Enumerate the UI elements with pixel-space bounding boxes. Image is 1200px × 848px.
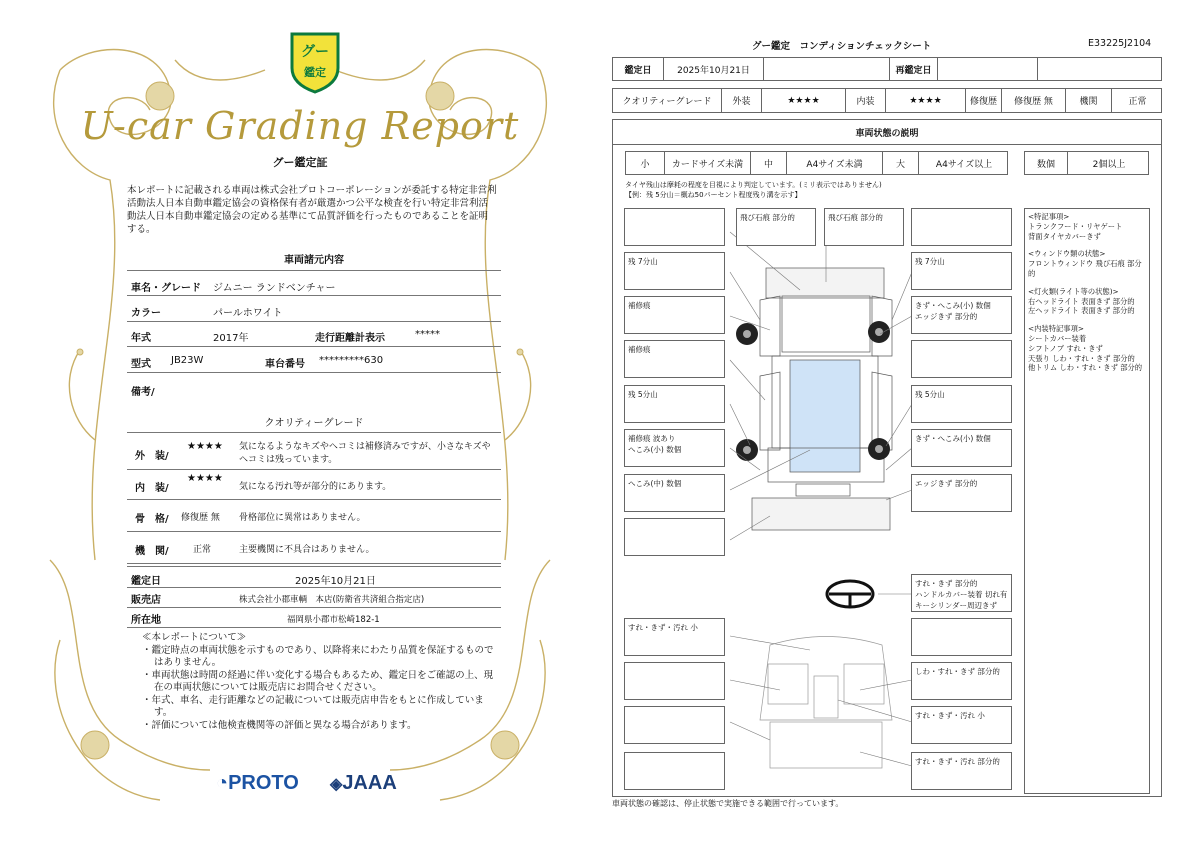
- info-row-address: 所在地 福岡県小郡市松崎182-1: [127, 608, 501, 628]
- jaaa-logo: ◈JAAA: [330, 772, 397, 794]
- report-script-title: U-car Grading Report: [80, 104, 520, 148]
- damage-label: 飛び石痕 部分的: [736, 208, 816, 246]
- size-legend: 小 カードサイズ未満 中 A4サイズ未満 大 A4サイズ以上: [625, 151, 1008, 175]
- info-row-date: 鑑定日 2025年10月21日: [127, 566, 501, 588]
- steering-wheel-icon: [827, 581, 873, 607]
- tire-note: タイヤ残山は摩耗の程度を目視により判定しています。(ミリ表示ではありません): [625, 181, 882, 189]
- spec-row-model: 型式 JB23W 車台番号 *********630: [127, 347, 501, 373]
- quality-section-title: クオリティーグレード: [264, 418, 364, 429]
- note-item: ・年式、車名、走行距離などの記載については販売店申告をもとに作成しています。: [142, 694, 484, 718]
- date-row: 鑑定日 2025年10月21日 再鑑定日: [612, 57, 1162, 81]
- damage-label: 残 7分山: [624, 252, 725, 290]
- notes-title: ≪本レポートについて≫: [142, 632, 247, 643]
- damage-label: エッジきず 部分的: [911, 474, 1012, 512]
- proto-logo: ◔PROTO: [216, 772, 299, 794]
- damage-label: [911, 340, 1012, 378]
- damage-label: 残 5分山: [911, 385, 1012, 423]
- interior-label: [624, 752, 725, 790]
- damage-label: 補修痕: [624, 296, 725, 334]
- note-item: ・鑑定時点の車両状態を示すものであり、以降将来にわたり品質を保証するものではありません。: [142, 644, 494, 668]
- spec-row-remarks: 備考/: [131, 387, 155, 398]
- spec-section-title: 車両諸元内容: [284, 255, 344, 266]
- damage-label: 残 7分山: [911, 252, 1012, 290]
- spec-row-year: 年式 2017年 走行距離計表示 *****: [127, 322, 501, 347]
- damage-label: [624, 518, 725, 556]
- interior-label: [624, 706, 725, 744]
- goo-kantei-badge-icon: [288, 32, 342, 94]
- tire-example: 【例：残 5分山＝概ね50パーセント程度残り溝を示す】: [625, 191, 802, 199]
- sheet-title: グー鑑定 コンディションチェックシート: [752, 41, 932, 52]
- svg-text:鑑定: 鑑定: [304, 66, 326, 79]
- damage-label: 補修痕 波あり へこみ(小) 数個: [624, 429, 725, 467]
- damage-label: 飛び石痕 部分的: [824, 208, 904, 246]
- quality-row-exterior: 外 装/ ★★★★ 気になるようなキズやヘコミは補修済みですが、小さなキズやヘコミは残っています。: [127, 432, 501, 470]
- sheet-id: E33225J2104: [1088, 38, 1152, 49]
- interior-label: すれ・きず・汚れ 部分的: [911, 752, 1012, 790]
- special-notes: <特記事項> トランクフード・リヤゲート 背面タイヤカバーきず <ウィンドウ類の状態> フロントウィンドウ 飛び石痕 部分的 <灯火類(ライト等の状態)> 右ヘッドライト 表面きず 部分的 左ヘッドライト 表面きず 部分的 <内装特記事項> シートカバー装着 シフトノブ すれ・きず 天張り しわ・すれ・きず 部分的 他トリム しわ・すれ・きず 部分的: [1024, 208, 1150, 794]
- footer-note: 車両状態の確認は、停止状態で実施できる範囲で行っています。: [612, 799, 844, 808]
- note-item: ・車両状態は時間の経過に伴い変化する場合もあるため、鑑定日をご確認の上、現在の車両状態については販売店にお問合せください。: [142, 669, 494, 693]
- damage-label: きず・へこみ(小) 数個 エッジきず 部分的: [911, 296, 1012, 334]
- damage-label: へこみ(中) 数個: [624, 474, 725, 512]
- damage-label: [624, 208, 725, 246]
- interior-label: すれ・きず・汚れ 小: [624, 618, 725, 656]
- damage-label: きず・へこみ(小) 数個: [911, 429, 1012, 467]
- section-title: 車両状態の説明: [855, 129, 919, 139]
- report-notes: [142, 632, 502, 732]
- interior-label: [624, 662, 725, 700]
- note-item: ・評価については他検査機関等の評価と異なる場合があります。: [142, 719, 417, 731]
- damage-label: [911, 208, 1012, 246]
- spec-row-color: カラー パールホワイト: [127, 296, 501, 322]
- svg-text:グー: グー: [301, 44, 329, 60]
- proto-mark-icon: ◔: [216, 772, 229, 794]
- interior-label: すれ・きず 部分的 ハンドルカバー装着 切れ有 キーシリンダー周辺きず: [911, 574, 1012, 612]
- spec-row-name: 車名・グレード ジムニー ランドベンチャー: [127, 270, 501, 296]
- quality-row-frame: 骨 格/ 修復歴 無 骨格部位に異常はありません。: [127, 500, 501, 532]
- interior-label: しわ・すれ・きず 部分的: [911, 662, 1012, 700]
- grade-row: クオリティーグレード 外装 ★★★★ 内装 ★★★★ 修復歴 修復歴 無 機関 正常: [612, 88, 1162, 113]
- interior-label: [911, 618, 1012, 656]
- damage-label: 残 5分山: [624, 385, 725, 423]
- interior-label: すれ・きず・汚れ 小: [911, 706, 1012, 744]
- certificate-intro: 本レポートに記載される車両は株式会社プロトコーポレーションが委託する特定非営利活動法人日本自動車鑑定協会の資格保有者が厳選かつ公平な検査を行い特定非営利活動法人日本自動車鑑定協会の定める基準にて品質評価を行ったものであることを証明する。: [127, 185, 497, 235]
- jaaa-mark-icon: ◈: [330, 776, 343, 793]
- quality-row-interior: 内 装/ ★★★★ 気になる汚れ等が部分的にあります。: [127, 470, 501, 500]
- info-row-dealer: 販売店 株式会社小郡車輌 本店(防衛省共済組合指定店): [127, 588, 501, 608]
- certificate-title: グー鑑定証: [272, 156, 328, 169]
- quality-row-engine: 機 関/ 正常 主要機関に不具合はありません。: [127, 532, 501, 564]
- count-legend: 数個 2個以上: [1024, 151, 1149, 175]
- damage-label: 補修痕: [624, 340, 725, 378]
